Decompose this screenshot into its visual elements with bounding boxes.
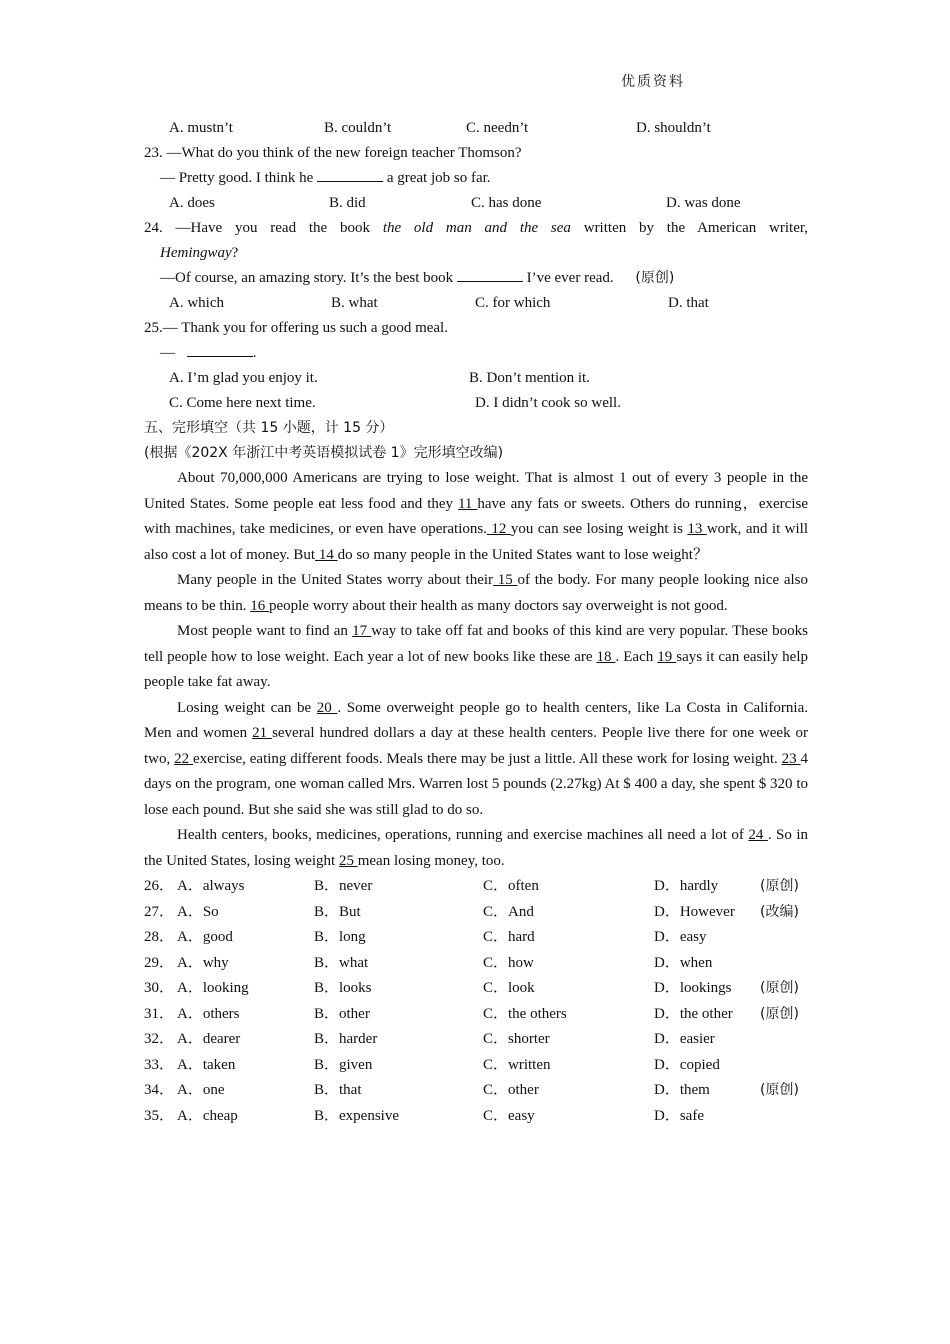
q23-option-b: B. did bbox=[329, 195, 366, 211]
q24-option-b: B. what bbox=[331, 295, 378, 311]
passage-paragraph-5: Health centers, books, medicines, operations, running and exercise machines all need a lot of 24 . So in the United States, losing weight 25 mean losing money, too. bbox=[144, 827, 809, 869]
blank-21: 21 bbox=[252, 725, 273, 741]
q25-blank bbox=[187, 342, 253, 357]
q23-option-a: A. does bbox=[169, 195, 215, 211]
choice-row: 31． A．others B．other C．the others D．the other (原创) bbox=[144, 1005, 799, 1022]
section-source: (根据《202X 年浙江中考英语模拟试卷 1》完形填空改编) bbox=[144, 445, 504, 461]
q25-reply-dash: — bbox=[160, 345, 175, 361]
passage-paragraph-4: Losing weight can be 20 . Some overweight people go to health centers, like La Costa in California. Men and women 21 several hundred dollars a day at these health centers. People live there for one week or two, 22 exercise, eating different foods. Meals there may be just a little. All these work for losing weight. 23 4 days on the program, one woman called Mrs. Warren lost 5 pounds (2.27kg) At $ 400 a day, she spent $ 320 to lose each pound. But she said she was still glad to do so. bbox=[144, 699, 809, 818]
q25-option-b: B. Don’t mention it. bbox=[469, 370, 590, 386]
q24-question-mark: ? bbox=[231, 245, 239, 261]
passage-paragraph-1: About 70,000,000 Americans are trying to lose weight. That is almost 1 out of every 3 people in the United States. Some people eat less food and they 11 have any fats or sweets. Others do running，exercise with machines, take medicines, or even have operations. 12 you can see losing weight is 13 work, and it will also cost a lot of money. But 14 do so many people in the United States want to lose weight？ bbox=[144, 470, 809, 563]
choice-row: 29． A．why B．what C．how D．when bbox=[144, 954, 713, 971]
q22-option-b: B. couldn’t bbox=[324, 120, 392, 136]
q24-options bbox=[144, 291, 808, 316]
q23-stem-2 bbox=[144, 166, 808, 191]
choice-row: 28． A．good B．long C．hard D．easy bbox=[144, 929, 707, 945]
q25-reply-end: . bbox=[252, 345, 257, 361]
blank-25: 25 bbox=[338, 852, 358, 869]
choice-row: 26． A．always B．never C．often D．hardly (原创) bbox=[144, 878, 799, 894]
blank-23: 23 bbox=[781, 750, 801, 767]
q25-number: 25. bbox=[144, 320, 163, 336]
q24-reply-start: —Of course, an amazing story. It’s the best book bbox=[160, 270, 454, 286]
q23-stem-text: —What do you think of the new foreign teacher Thomson? bbox=[166, 145, 522, 161]
q24-number: 24. bbox=[144, 220, 163, 236]
blank-18: 18 bbox=[596, 648, 616, 665]
q23-stem-1 bbox=[144, 141, 808, 166]
q25-options-row-1 bbox=[144, 366, 808, 391]
exam-content bbox=[144, 116, 808, 1129]
q23-reply-start: — Pretty good. I think he bbox=[160, 170, 314, 186]
q24-author: Hemingway bbox=[160, 245, 232, 261]
blank-11: 11 bbox=[457, 495, 478, 512]
blank-17: 17 bbox=[352, 623, 372, 639]
choice-row: 35． A．cheap B．expensive C．easy D．safe bbox=[144, 1107, 704, 1124]
q23-number: 23. bbox=[144, 145, 163, 161]
choice-row: 30． A．looking B．looks C．look D．lookings (原创) bbox=[144, 980, 799, 996]
q23-reply-end: a great job so far. bbox=[386, 170, 491, 186]
q23-option-d: D. was done bbox=[666, 195, 741, 211]
q25-option-d: D. I didn’t cook so well. bbox=[475, 395, 621, 411]
blank-16: 16 bbox=[250, 597, 269, 614]
section-title: 五、完形填空（共 15 小题，计 15 分） bbox=[144, 420, 394, 436]
q23-options bbox=[144, 191, 808, 216]
q24-option-c: C. for which bbox=[475, 295, 551, 311]
choice-row: 27． A．So B．But C．And D．However (改编) bbox=[144, 903, 799, 920]
q24-option-d: D. that bbox=[668, 295, 709, 311]
choice-grid bbox=[144, 874, 808, 1129]
blank-20: 20 bbox=[316, 699, 338, 716]
choice-row: 33． A．taken B．given C．written D．copied bbox=[144, 1056, 720, 1073]
q25-option-a: A. I’m glad you enjoy it. bbox=[169, 370, 318, 386]
blank-15: 15 bbox=[493, 572, 518, 588]
blank-19: 19 bbox=[657, 648, 677, 665]
blank-22: 22 bbox=[174, 750, 193, 767]
q24-book-title: the old man and the sea bbox=[382, 220, 571, 236]
q25-stem-text: — Thank you for offering us such a good meal. bbox=[162, 320, 448, 336]
q24-stem-2 bbox=[144, 266, 808, 291]
blank-12: 12 bbox=[486, 521, 511, 537]
q24-stem-1 bbox=[144, 216, 808, 241]
q25-options-row-2 bbox=[144, 391, 808, 416]
q24-stem-text: —Have you read the book bbox=[175, 220, 371, 236]
choice-row: 32． A．dearer B．harder C．shorter D．easier bbox=[144, 1031, 715, 1047]
q22-option-d: D. shouldn’t bbox=[636, 120, 711, 136]
q22-option-a: A. mustn’t bbox=[169, 120, 233, 136]
q24-source-note: (原创) bbox=[635, 270, 675, 286]
page-header: 优质资料 bbox=[621, 74, 685, 90]
q24-stem-text-2: written by the American writer, bbox=[583, 220, 808, 236]
q25-stem-1 bbox=[144, 316, 808, 341]
passage-paragraph-3: Most people want to find an 17 way to take off fat and books of this kind are very popular. These books tell people how to lose weight. Each year a lot of new books like these are 18 . Each 19 says it can easily help people take fat away. bbox=[144, 623, 809, 690]
q22-option-c: C. needn’t bbox=[466, 120, 529, 136]
choice-row: 34． A．one B．that C．other D．them (原创) bbox=[144, 1082, 799, 1098]
q25-stem-2 bbox=[144, 341, 808, 366]
blank-13: 13 bbox=[687, 521, 707, 537]
q25-option-c: C. Come here next time. bbox=[169, 395, 316, 411]
q23-blank bbox=[317, 167, 383, 182]
q24-option-a: A. which bbox=[169, 295, 224, 311]
passage-paragraph-2: Many people in the United States worry about their 15 of the body. For many people looking nice also means to be thin. 16 people worry about their health as many doctors say overweight is not good. bbox=[144, 572, 809, 614]
q24-blank bbox=[457, 267, 523, 282]
blank-24: 24 bbox=[748, 827, 768, 843]
blank-14: 14 bbox=[315, 546, 338, 563]
q23-option-c: C. has done bbox=[471, 195, 542, 211]
q22-options bbox=[144, 116, 808, 141]
q24-reply-end: I’ve ever read. bbox=[526, 270, 614, 286]
q24-stem-1-cont bbox=[144, 241, 808, 266]
